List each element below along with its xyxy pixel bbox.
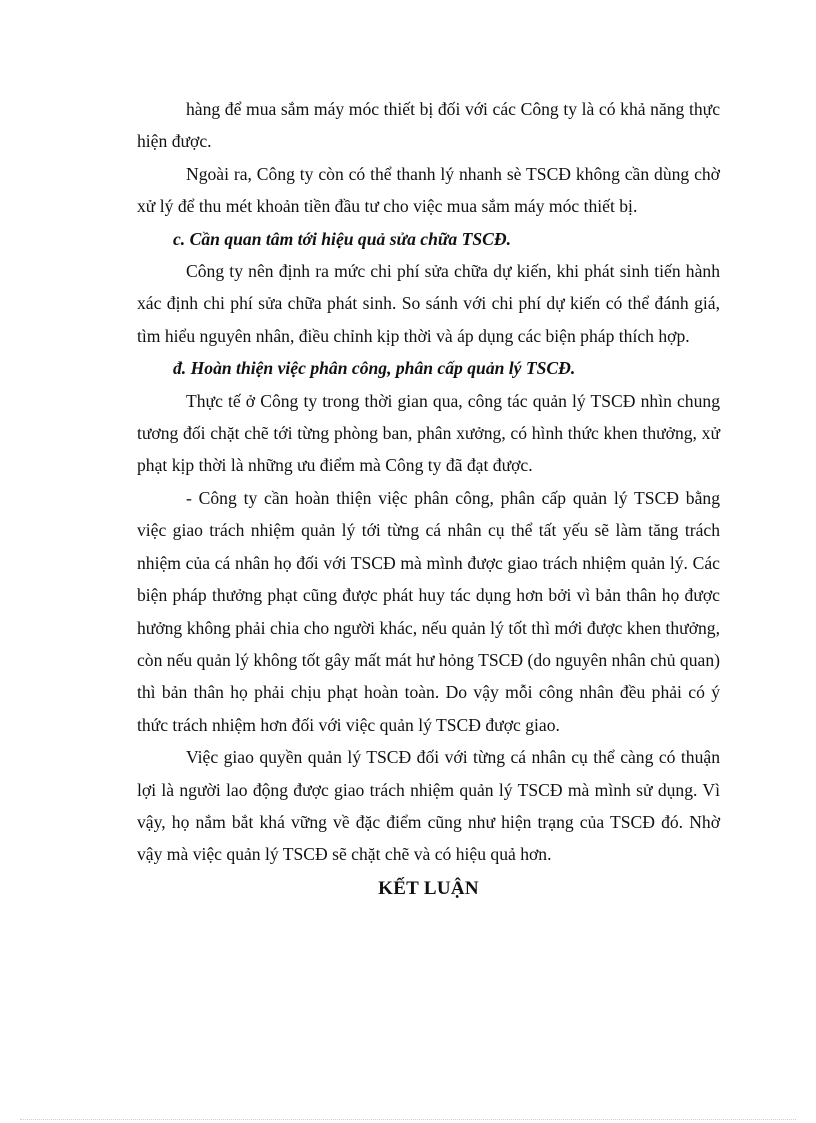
paragraph-liquidation: Ngoài ra, Công ty còn có thể thanh lý nhanh sè TSCĐ không cần dùng chờ xử lý để thu mét khoản tiền đầu tư cho việc mua sắm máy móc thiết bị. [137, 163, 720, 217]
paragraph-repair-costs: Công ty nên định ra mức chi phí sửa chữa dự kiến, khi phát sinh tiến hành xác định chi phí sửa chữa phát sinh. So sánh với chi phí dự kiến có thể đánh giá, tìm hiểu nguyên nhân, điều chỉnh kịp thời và áp dụng các biện pháp thích hợp. [137, 261, 720, 346]
paragraph-continuation: hàng để mua sắm máy móc thiết bị đối với các Công ty là có khả năng thực hiện được. [137, 99, 720, 152]
document-page [137, 93, 720, 905]
page-bottom-rule [20, 1119, 796, 1120]
paragraph-responsibility: - Công ty cần hoàn thiện việc phân công, phân cấp quản lý TSCĐ bằng việc giao trách nhiệm quản lý tới từng cá nhân cụ thể tất yếu sẽ làm tăng trách nhiệm của cá nhân họ đối với TSCĐ mà mình được giao trách nhiệm quản lý. Các biện pháp thưởng phạt cũng được phát huy tác dụng hơn bởi vì bản thân họ được hưởng không phải chia cho người khác, nếu quản lý tốt thì mới được khen thưởng, còn nếu quản lý không tốt gây mất mát hư hỏng TSCĐ (do nguyên nhân chủ quan) thì bản thân họ phải chịu phạt hoàn toàn. Do vậy mỗi công nhân đều phải có ý thức trách nhiệm hơn đối với việc quản lý TSCĐ được giao. [137, 487, 720, 735]
paragraph-current-practice: Thực tế ở Công ty trong thời gian qua, công tác quản lý TSCĐ nhìn chung tương đối chặt chẽ tới từng phòng ban, phân xưởng, có hình thức khen thưởng, xử phạt kịp thời là những ưu điểm mà Công ty đã đạt được. [137, 390, 720, 476]
heading-repair-efficiency: c. Cần quan tâm tới hiệu quả sửa chữa TSCĐ. [173, 228, 511, 249]
paragraph-individual-rights: Việc giao quyền quản lý TSCĐ đối với từng cá nhân cụ thể càng có thuận lợi là người lao động được giao trách nhiệm quản lý TSCĐ mà mình sử dụng. Vì vậy, họ nắm bắt khá vững về đặc điểm cũng như hiện trạng của TSCĐ đó. Nhờ vậy mà việc quản lý TSCĐ sẽ chặt chẽ và có hiệu quả hơn. [137, 747, 720, 865]
heading-assignment: đ. Hoàn thiện việc phân công, phân cấp quản lý TSCĐ. [173, 358, 576, 379]
section-title-conclusion: KẾT LUẬN [378, 877, 479, 899]
